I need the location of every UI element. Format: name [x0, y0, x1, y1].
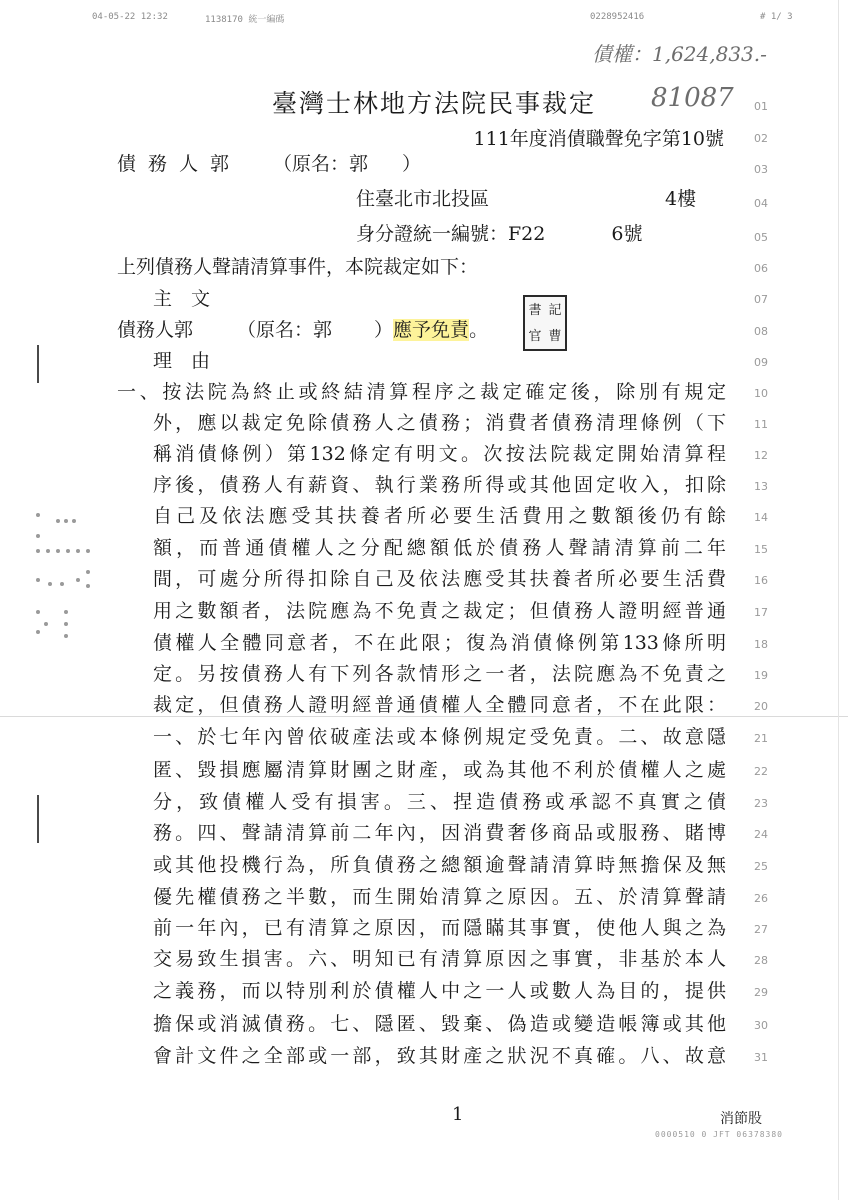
- binding-hole-dot: [36, 513, 40, 517]
- seal-char: 官: [528, 328, 542, 344]
- reason-line: 匿、毀損應屬清算財團之財產，或為其他不利於債權人之處: [153, 759, 726, 781]
- ruling-highlight: 應予免責: [393, 319, 470, 341]
- id-prefix: 身分證統一編號：F22: [356, 223, 546, 245]
- reason-line: 務。四、聲請清算前二年內，因消費奢侈商品或服務、賭博: [153, 822, 726, 844]
- line-number: 13: [754, 480, 768, 493]
- fax-sender: 1138170 統一編碼: [205, 15, 285, 25]
- reason-line: 定。另按債務人有下列各款情形之一者，法院應為不免責之: [153, 663, 726, 685]
- binding-hole-dot: [72, 519, 76, 523]
- line-number: 29: [754, 986, 768, 999]
- reason-line: 會計文件之全部或一部，致其財產之狀況不真確。八、故意: [153, 1045, 726, 1067]
- reason-line: 交易致生損害。六、明知已有清算原因之事實，非基於本人: [153, 948, 726, 970]
- line-number: 14: [754, 511, 768, 524]
- margin-bar: [37, 345, 39, 383]
- reason-line: 分，致債權人受有損害。三、捏造債務或承認不真實之債: [153, 791, 726, 813]
- reason-line: 額，而普通債權人之分配總額低於債務人聲請清算前二年: [153, 537, 726, 559]
- line-number: 25: [754, 860, 768, 873]
- seal-char: 曹: [548, 328, 562, 344]
- id-number-line: [356, 219, 642, 249]
- reason-line: 自己及依法應受其扶養者所必要生活費用之數額後仍有餘: [153, 505, 726, 527]
- fax-page-count: # 1/ 3: [760, 12, 793, 22]
- redaction-block: [489, 190, 665, 210]
- binding-hole-dot: [36, 549, 40, 553]
- fax-header: [0, 12, 848, 28]
- margin-bar: [37, 795, 39, 843]
- ruling-prefix: 債務人郭: [117, 319, 194, 341]
- redaction-block: [229, 155, 273, 175]
- document-title: 臺灣士林地方法院民事裁定: [272, 89, 597, 118]
- binding-hole-dot: [64, 622, 68, 626]
- handwritten-case-note: 81087: [651, 83, 734, 113]
- ruling-end: 。: [469, 319, 489, 341]
- line-number: 27: [754, 923, 768, 936]
- binding-hole-dot: [64, 519, 68, 523]
- debtor-label: 債務人: [117, 153, 211, 175]
- court-division: 消節股: [720, 1111, 762, 1127]
- line-number: 11: [754, 418, 768, 431]
- reason-line: 前一年內，已有清算之原因，而隱瞞其事實，使他人與之為: [153, 917, 726, 939]
- line-number: 17: [754, 606, 768, 619]
- scan-edge-line: [838, 0, 839, 1200]
- seal-char: 記: [548, 302, 562, 318]
- line-number: 20: [754, 700, 768, 713]
- line-number: 16: [754, 574, 768, 587]
- binding-hole-dot: [64, 634, 68, 638]
- binding-hole-dot: [36, 610, 40, 614]
- line-number: 26: [754, 892, 768, 905]
- line-number: 05: [754, 231, 768, 244]
- binding-hole-dot: [60, 582, 64, 586]
- line-number: 03: [754, 163, 768, 176]
- seal-char: 書: [528, 302, 542, 318]
- redaction-block: [193, 321, 237, 341]
- line-number: 09: [754, 356, 768, 369]
- redaction-block: [332, 321, 374, 341]
- binding-hole-dot: [86, 549, 90, 553]
- reason-line: 裁定，但債務人證明經普通債權人全體同意者，不在此限：: [153, 694, 726, 716]
- reason-line: 一、於七年內曾依破產法或本條例規定受免責。二、故意隱: [153, 726, 726, 748]
- reason-line: 優先權債務之半數，而生開始清算之原因。五、於清算聲請: [153, 886, 726, 908]
- binding-hole-dot: [44, 622, 48, 626]
- line-number: 30: [754, 1019, 768, 1032]
- line-number: 22: [754, 765, 768, 778]
- binding-hole-dot: [48, 582, 52, 586]
- line-number: 21: [754, 732, 768, 745]
- reason-line: 外，應以裁定免除債務人之債務；消費者債務清理條例（下: [153, 412, 726, 434]
- ruling-former-name: （原名：郭: [237, 319, 333, 341]
- line-number: 08: [754, 325, 768, 338]
- binding-hole-dot: [76, 549, 80, 553]
- binding-hole-dot: [56, 549, 60, 553]
- reason-heading: 理 由: [153, 350, 211, 372]
- line-number: 31: [754, 1051, 768, 1064]
- line-number: 12: [754, 449, 768, 462]
- fax-datetime: 04-05-22 12:32: [92, 12, 168, 22]
- line-number: 02: [754, 132, 768, 145]
- address-prefix: 住臺北市北投區: [356, 188, 490, 210]
- reason-line: 稱消債條例）第132條定有明文。次按法院裁定開始清算程: [153, 443, 726, 465]
- binding-hole-dot: [66, 549, 70, 553]
- reason-line: 或其他投機行為，所負債務之總額逾聲請清算時無擔保及無: [153, 854, 726, 876]
- debtor-former-name: （原名：郭: [273, 153, 369, 175]
- binding-hole-dot: [76, 578, 80, 582]
- line-number: 01: [754, 100, 768, 113]
- address-suffix: 4樓: [665, 188, 697, 210]
- scan-fold-line: [0, 716, 848, 717]
- line-number: 23: [754, 797, 768, 810]
- case-number: 111年度消債職聲免字第10號: [473, 128, 724, 150]
- fax-number: 0228952416: [590, 12, 645, 22]
- line-number: 10: [754, 387, 768, 400]
- binding-hole-dot: [36, 534, 40, 538]
- binding-hole-dot: [56, 519, 60, 523]
- line-number: 06: [754, 262, 768, 275]
- ruling-close: ）: [374, 319, 394, 341]
- page-number: 1: [452, 1104, 464, 1125]
- binding-hole-dot: [36, 630, 40, 634]
- debtor-former-close: ）: [402, 153, 422, 175]
- line-number: 18: [754, 638, 768, 651]
- debtor-line: [117, 149, 421, 179]
- ruling-line: [117, 315, 488, 345]
- binding-hole-dot: [36, 578, 40, 582]
- address-line: [356, 184, 696, 214]
- line-number: 04: [754, 197, 768, 210]
- id-suffix: 6號: [611, 223, 643, 245]
- line-number: 28: [754, 954, 768, 967]
- binding-hole-dot: [64, 610, 68, 614]
- reason-line: 序後，債務人有薪資、執行業務所得或其他固定收入，扣除: [153, 474, 726, 496]
- binding-hole-dot: [46, 549, 50, 553]
- reason-line: 用之數額者，法院應為不免責之裁定；但債務人證明經普通: [153, 600, 726, 622]
- reason-line: 一、按法院為終止或終結清算程序之裁定確定後，除別有規定: [117, 381, 726, 403]
- line-number: 15: [754, 543, 768, 556]
- reason-line: 間，可處分所得扣除自己及依法應受其扶養者所必要生活費: [153, 568, 726, 590]
- reason-line: 擔保或消滅債務。七、隱匿、毀棄、偽造或變造帳簿或其他: [153, 1013, 726, 1035]
- debtor-name: 郭: [210, 153, 230, 175]
- line-number: 19: [754, 669, 768, 682]
- line-number: 24: [754, 828, 768, 841]
- footer-code: 0000510 0 JFT 06378380: [655, 1130, 783, 1139]
- intro-line: 上列債務人聲請清算事件，本院裁定如下：: [117, 256, 479, 278]
- binding-hole-dot: [86, 570, 90, 574]
- redaction-block: [545, 225, 611, 245]
- handwritten-claim-amount: 債權：1,624,833.-: [592, 42, 767, 66]
- reason-line: 之義務，而以特別利於債權人中之一人或數人為目的，提供: [153, 980, 726, 1002]
- clerk-seal-stamp: [523, 295, 567, 351]
- binding-hole-dot: [86, 584, 90, 588]
- redaction-block: [368, 155, 402, 175]
- reason-line: 債權人全體同意者，不在此限；復為消債條例第133條所明: [153, 632, 726, 654]
- line-number: 07: [754, 293, 768, 306]
- main-heading: 主 文: [153, 288, 211, 310]
